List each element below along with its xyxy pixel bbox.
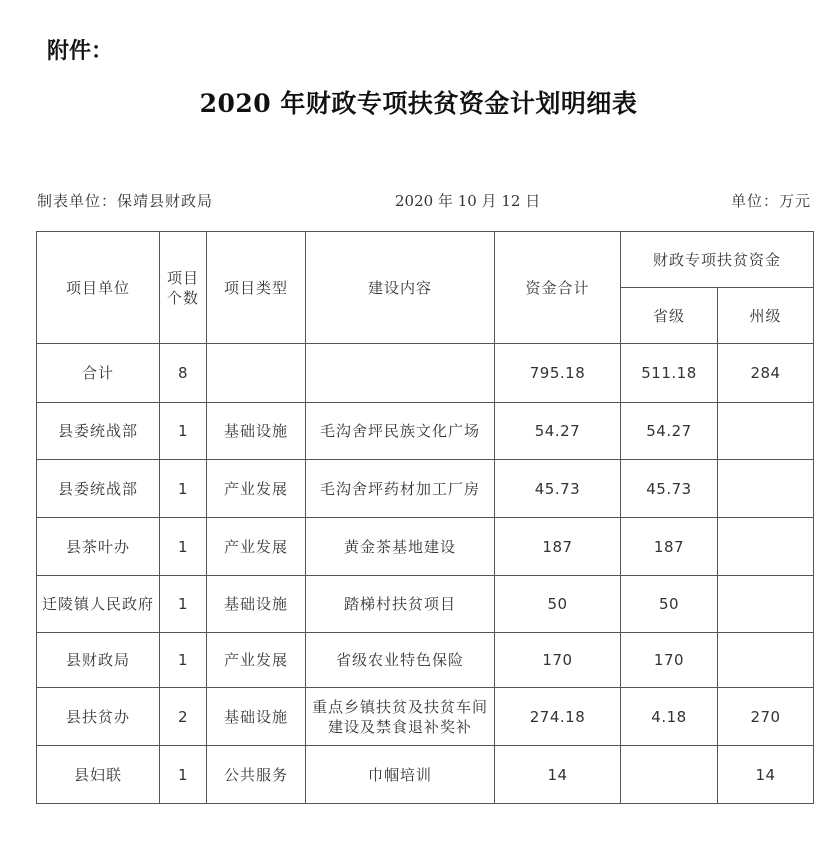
row-unit: 县茶叶办 <box>37 518 160 576</box>
row-prefecture <box>718 518 814 576</box>
header-total: 资金合计 <box>495 232 621 344</box>
row-type: 基础设施 <box>207 688 306 746</box>
summary-content <box>306 344 495 403</box>
summary-prefecture: 284 <box>718 344 814 403</box>
table-row <box>37 576 814 633</box>
table-row <box>37 403 814 460</box>
currency-unit: 单位：万元 <box>730 192 811 210</box>
row-unit: 县扶贫办 <box>37 688 160 746</box>
row-provincial: 50 <box>621 576 718 633</box>
row-count: 1 <box>160 746 207 804</box>
row-total: 274.18 <box>495 688 621 746</box>
row-type: 基础设施 <box>207 576 306 633</box>
row-prefecture <box>718 633 814 688</box>
header-prefecture: 州级 <box>718 288 814 344</box>
header-provincial: 省级 <box>621 288 718 344</box>
row-prefecture <box>718 460 814 518</box>
summary-total: 795.18 <box>495 344 621 403</box>
row-prefecture <box>718 403 814 460</box>
row-total: 50 <box>495 576 621 633</box>
row-type: 公共服务 <box>207 746 306 804</box>
row-content: 黄金茶基地建设 <box>306 518 495 576</box>
row-content: 毛沟舍坪民族文化广场 <box>306 403 495 460</box>
table-row <box>37 518 814 576</box>
header-project-unit: 项目单位 <box>37 232 160 344</box>
row-unit: 县妇联 <box>37 746 160 804</box>
row-content: 毛沟舍坪药材加工厂房 <box>306 460 495 518</box>
header-row <box>37 232 814 288</box>
row-unit: 县委统战部 <box>37 460 160 518</box>
row-count: 1 <box>160 518 207 576</box>
summary-provincial: 511.18 <box>621 344 718 403</box>
document-title: 2020 年财政专项扶贫资金计划明细表 <box>199 89 638 118</box>
row-prefecture <box>718 576 814 633</box>
row-provincial: 45.73 <box>621 460 718 518</box>
row-content: 重点乡镇扶贫及扶贫车间建设及禁食退补奖补 <box>306 688 495 746</box>
row-count: 1 <box>160 576 207 633</box>
table-row <box>37 688 814 746</box>
row-content: 踏梯村扶贫项目 <box>306 576 495 633</box>
row-content: 省级农业特色保险 <box>306 633 495 688</box>
fund-detail-table <box>36 231 814 804</box>
row-prefecture: 270 <box>718 688 814 746</box>
row-count: 1 <box>160 460 207 518</box>
row-provincial: 54.27 <box>621 403 718 460</box>
table-row <box>37 633 814 688</box>
summary-row <box>37 344 814 403</box>
row-provincial: 4.18 <box>621 688 718 746</box>
attachment-label: 附件： <box>47 39 114 64</box>
row-unit: 县财政局 <box>37 633 160 688</box>
row-unit: 迁陵镇人民政府 <box>37 576 160 633</box>
row-count: 1 <box>160 633 207 688</box>
row-prefecture: 14 <box>718 746 814 804</box>
row-provincial: 170 <box>621 633 718 688</box>
row-count: 1 <box>160 403 207 460</box>
row-total: 187 <box>495 518 621 576</box>
row-type: 基础设施 <box>207 403 306 460</box>
row-unit: 县委统战部 <box>37 403 160 460</box>
table-row <box>37 460 814 518</box>
row-total: 54.27 <box>495 403 621 460</box>
row-count: 2 <box>160 688 207 746</box>
row-type: 产业发展 <box>207 518 306 576</box>
header-fund-group: 财政专项扶贫资金 <box>621 232 814 288</box>
row-total: 14 <box>495 746 621 804</box>
header-project-type: 项目类型 <box>207 232 306 344</box>
row-type: 产业发展 <box>207 633 306 688</box>
report-date: 2020 年 10 月 12 日 <box>395 192 541 210</box>
row-content: 巾帼培训 <box>306 746 495 804</box>
row-provincial <box>621 746 718 804</box>
header-content: 建设内容 <box>306 232 495 344</box>
row-total: 170 <box>495 633 621 688</box>
summary-unit: 合计 <box>37 344 160 403</box>
preparing-unit: 制表单位：保靖县财政局 <box>37 192 214 210</box>
summary-count: 8 <box>160 344 207 403</box>
header-project-count: 项目个数 <box>160 232 207 344</box>
row-type: 产业发展 <box>207 460 306 518</box>
row-total: 45.73 <box>495 460 621 518</box>
summary-type <box>207 344 306 403</box>
row-provincial: 187 <box>621 518 718 576</box>
table-row <box>37 746 814 804</box>
